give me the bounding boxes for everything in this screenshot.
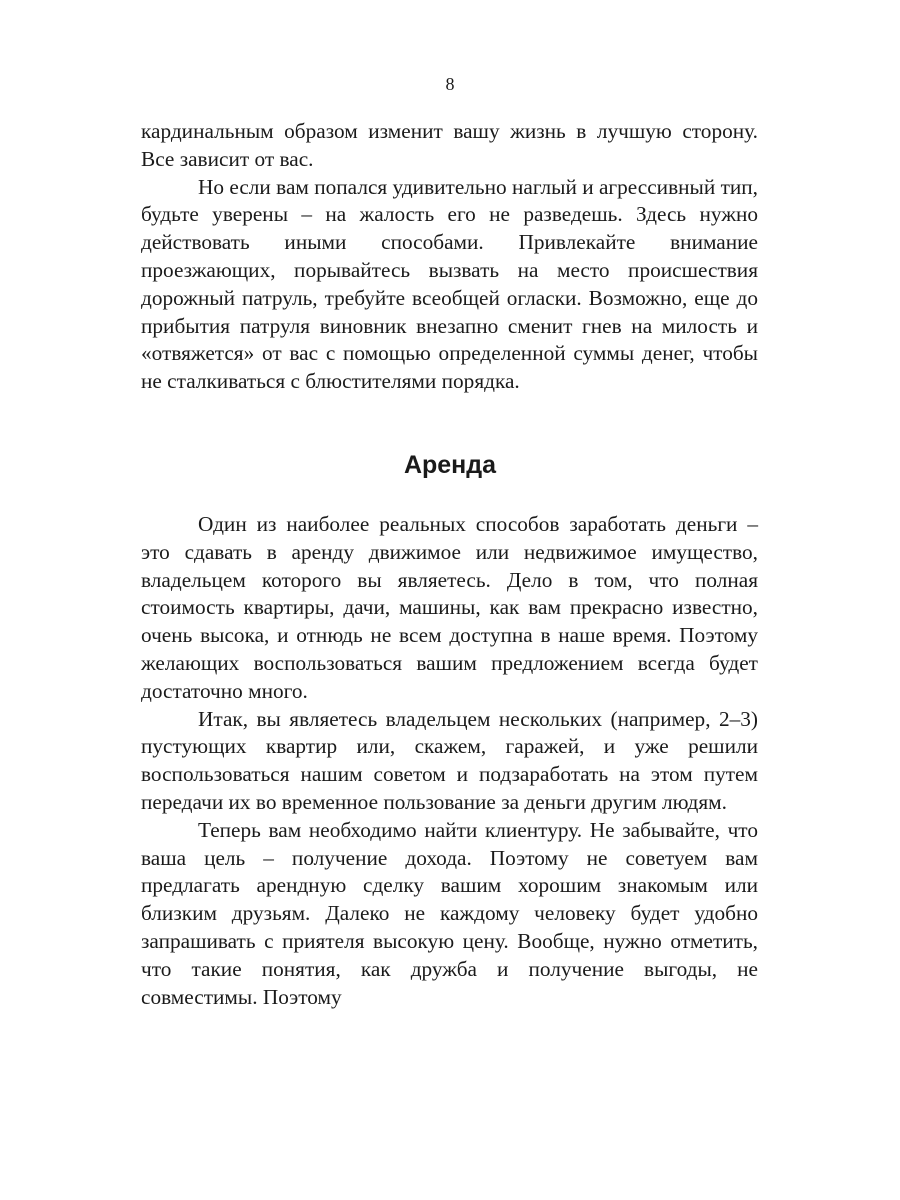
paragraph: Теперь вам необходимо найти клиентуру. Не забывайте, что ваша цель – получение дохода. Поэтому не советуем вам предлагать арендную сделку вашим хорошим знакомым или близким друзьям. Далеко не каждому человеку будет удобно запрашивать с приятеля высокую цену. Вообще, нужно отметить, что такие понятия, как дружба и получение выгоды, не совместимы. Поэтому [141,817,758,1009]
section-text-block [141,511,758,1011]
section-heading: Аренда [403,451,497,479]
paragraph: Но если вам попался удивительно наглый и агрессивный тип, будьте уверены – на жалость его не разведешь. Здесь нужно действовать иными способами. Привлекайте внимание проезжающих, порывайтесь вызвать на место происшествия дорожный патруль, требуйте всеобщей огласки. Возможно, еще до прибытия патруля виновник внезапно сменит гнев на милость и «отвяжется» от вас с помощью определенной суммы денег, чтобы не сталкиваться с блюстителями порядка. [141,174,758,394]
top-text-block [141,118,758,396]
paragraph: Итак, вы являетесь владельцем нескольких (например, 2–3) пустующих квартир или, скажем, гаражей, и уже решили воспользоваться нашим советом и подзаработать на этом путем передачи их во временное пользование за деньги другим людям. [141,706,758,814]
paragraph: Один из наиболее реальных способов заработать деньги – это сдавать в аренду движимое или недвижимое имущество, владельцем которого вы являетесь. Дело в том, что полная стоимость квартиры, дачи, машины, как вам прекрасно известно, очень высока, и отнюдь не всем доступна в наше время. Поэтому желающих воспользоваться вашим предложением всегда будет достаточно много. [141,512,758,703]
page-number: 8 [445,74,455,94]
paragraph-continued: кардинальным образом изменит вашу жизнь в лучшую сторону. Все зависит от вас. [141,119,758,171]
